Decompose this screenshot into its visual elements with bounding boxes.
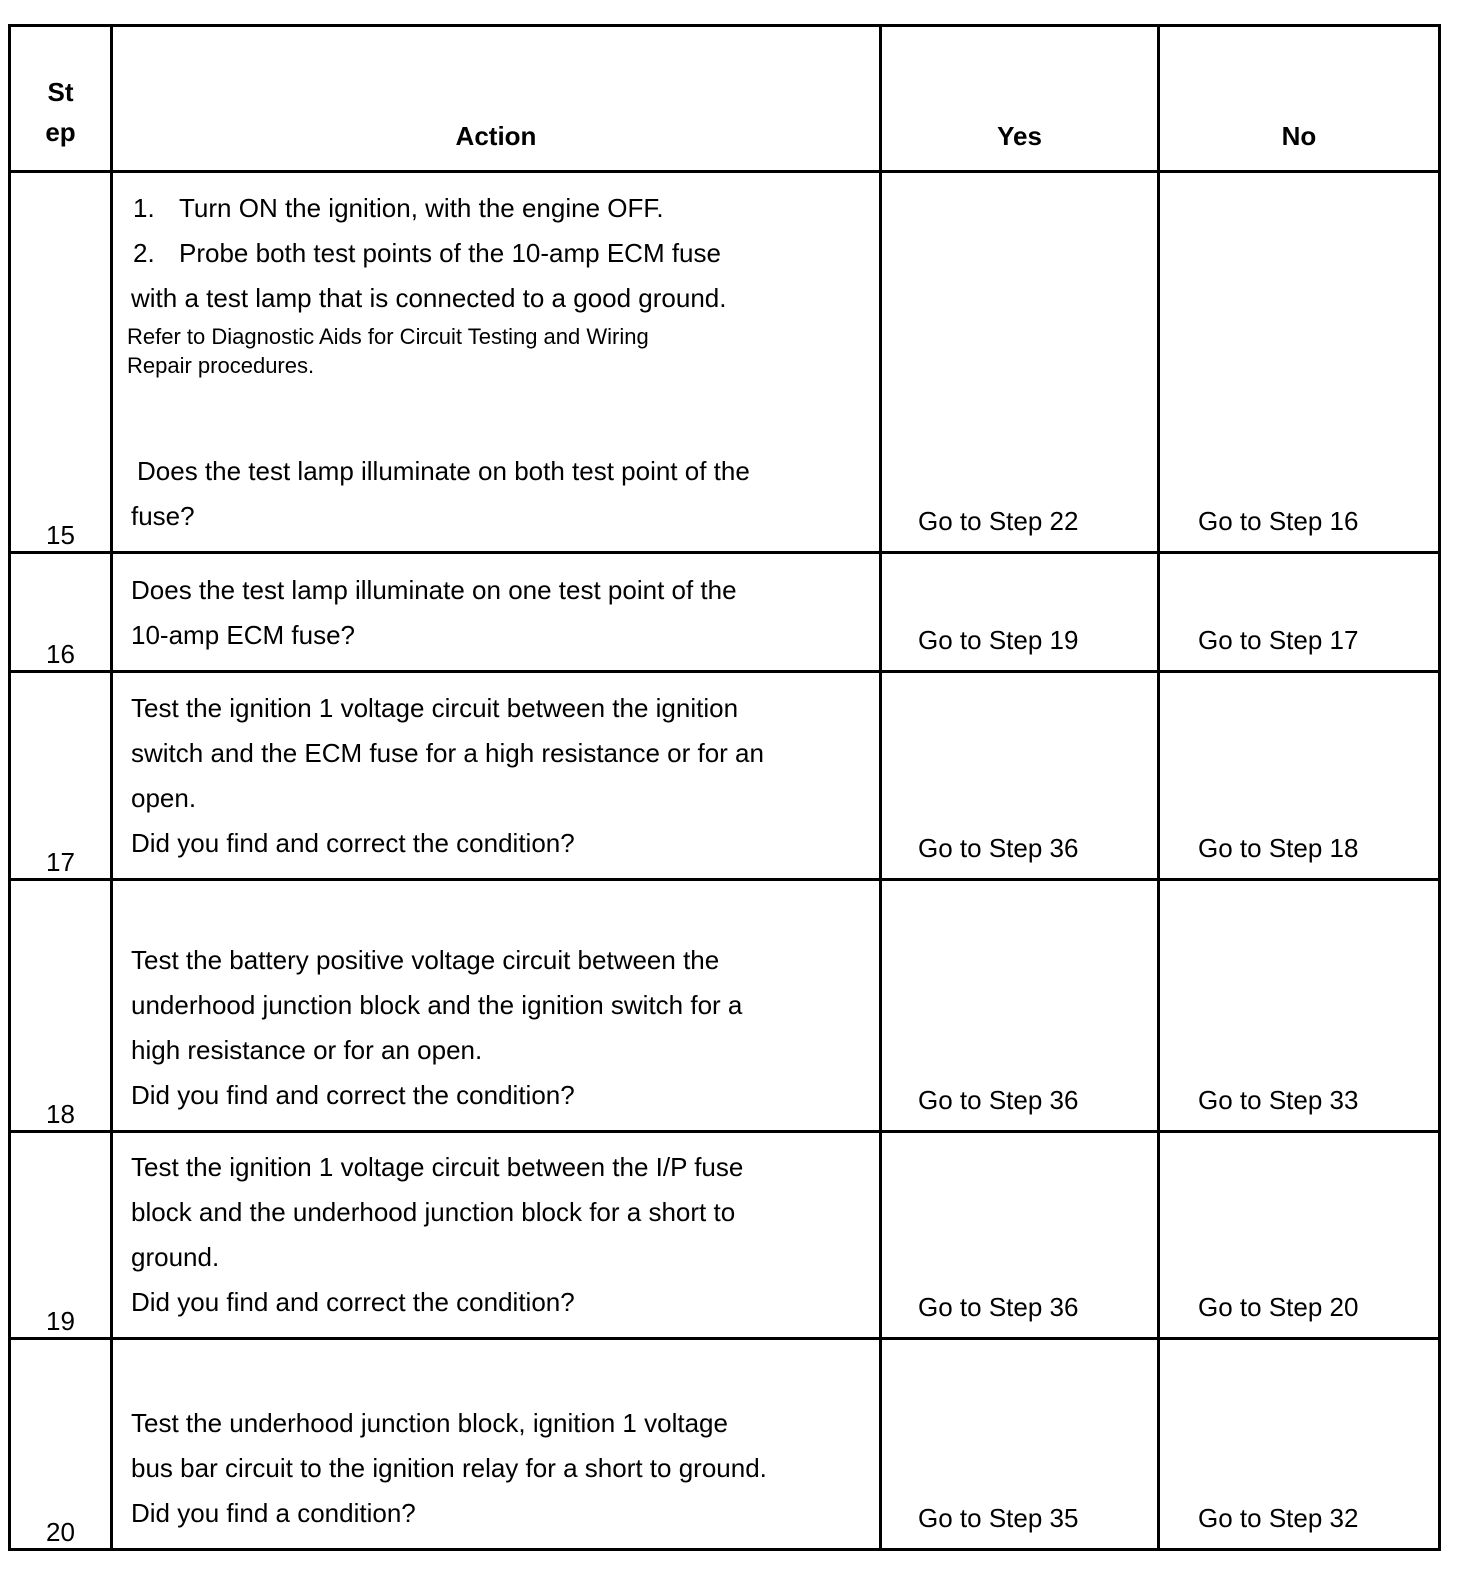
no-cell (1159, 880, 1440, 1132)
header-step-line1: St (47, 77, 74, 107)
no-cell (1159, 672, 1440, 880)
action-cell (112, 553, 881, 672)
note-line: Refer to Diagnostic Aids for Circuit Testing and Wiring (127, 324, 649, 349)
action-cell (112, 672, 881, 880)
action-line: underhood junction block and the ignition switch for a (131, 990, 743, 1020)
header-action: Action (112, 26, 881, 172)
table-row (10, 1339, 1440, 1550)
action-line: switch and the ECM fuse for a high resistance or for an (131, 738, 764, 768)
yes-link[interactable]: Go to Step 19 (918, 625, 1079, 655)
action-line: 10-amp ECM fuse? (131, 620, 355, 650)
action-line: with a test lamp that is connected to a good ground. (131, 283, 727, 313)
action-question: Did you find and correct the condition? (131, 828, 575, 858)
yes-cell (881, 1132, 1159, 1339)
action-line: 1. Turn ON the ignition, with the engine OFF. (133, 193, 664, 223)
no-cell (1159, 172, 1440, 553)
step-number: 17 (10, 672, 112, 880)
yes-cell (881, 553, 1159, 672)
action-line: Test the underhood junction block, ignition 1 voltage (131, 1408, 728, 1438)
no-link[interactable]: Go to Step 18 (1198, 833, 1359, 863)
header-yes: Yes (881, 26, 1159, 172)
yes-cell (881, 672, 1159, 880)
no-link[interactable]: Go to Step 17 (1198, 625, 1359, 655)
action-line: Test the ignition 1 voltage circuit between the ignition (131, 693, 739, 723)
action-line: open. (131, 783, 197, 813)
yes-link[interactable]: Go to Step 36 (918, 1292, 1079, 1322)
yes-cell (881, 880, 1159, 1132)
no-cell (1159, 553, 1440, 672)
header-no: No (1159, 26, 1440, 172)
table-row (10, 880, 1440, 1132)
action-cell (112, 1339, 881, 1550)
action-question: Did you find and correct the condition? (131, 1080, 575, 1110)
no-link[interactable]: Go to Step 33 (1198, 1085, 1359, 1115)
yes-link[interactable]: Go to Step 35 (918, 1503, 1079, 1533)
action-question: Did you find a condition? (131, 1498, 416, 1528)
action-question: Does the test lamp illuminate on both test point of the (137, 456, 750, 486)
table-row (10, 553, 1440, 672)
step-number: 15 (10, 172, 112, 553)
step-number: 19 (10, 1132, 112, 1339)
table-row (10, 1132, 1440, 1339)
action-question: Did you find and correct the condition? (131, 1287, 575, 1317)
yes-link[interactable]: Go to Step 36 (918, 833, 1079, 863)
action-line: Test the ignition 1 voltage circuit between the I/P fuse (131, 1152, 744, 1182)
action-cell (112, 880, 881, 1132)
header-row (10, 26, 1440, 172)
table-row (10, 672, 1440, 880)
step-number: 16 (10, 553, 112, 672)
no-cell (1159, 1339, 1440, 1550)
action-line: high resistance or for an open. (131, 1035, 483, 1065)
note-line: Repair procedures. (127, 353, 315, 378)
no-link[interactable]: Go to Step 32 (1198, 1503, 1359, 1533)
action-line: block and the underhood junction block for a short to (131, 1197, 736, 1227)
yes-cell (881, 172, 1159, 553)
action-line: Test the battery positive voltage circuit between the (131, 945, 720, 975)
action-question: fuse? (131, 501, 195, 531)
yes-cell (881, 1339, 1159, 1550)
step-number: 20 (10, 1339, 112, 1550)
table-row (10, 172, 1440, 553)
no-cell (1159, 1132, 1440, 1339)
action-line: Does the test lamp illuminate on one test point of the (131, 575, 737, 605)
step-number: 18 (10, 880, 112, 1132)
no-link[interactable]: Go to Step 16 (1198, 506, 1359, 536)
diagnostic-table (8, 24, 1441, 1551)
header-step (10, 26, 112, 172)
yes-link[interactable]: Go to Step 36 (918, 1085, 1079, 1115)
action-line: ground. (131, 1242, 220, 1272)
action-cell (112, 1132, 881, 1339)
action-line: bus bar circuit to the ignition relay for a short to ground. (131, 1453, 767, 1483)
no-link[interactable]: Go to Step 20 (1198, 1292, 1359, 1322)
header-step-line2: ep (45, 117, 76, 147)
action-cell (112, 172, 881, 553)
yes-link[interactable]: Go to Step 22 (918, 506, 1079, 536)
action-line: 2. Probe both test points of the 10-amp ECM fuse (133, 238, 721, 268)
